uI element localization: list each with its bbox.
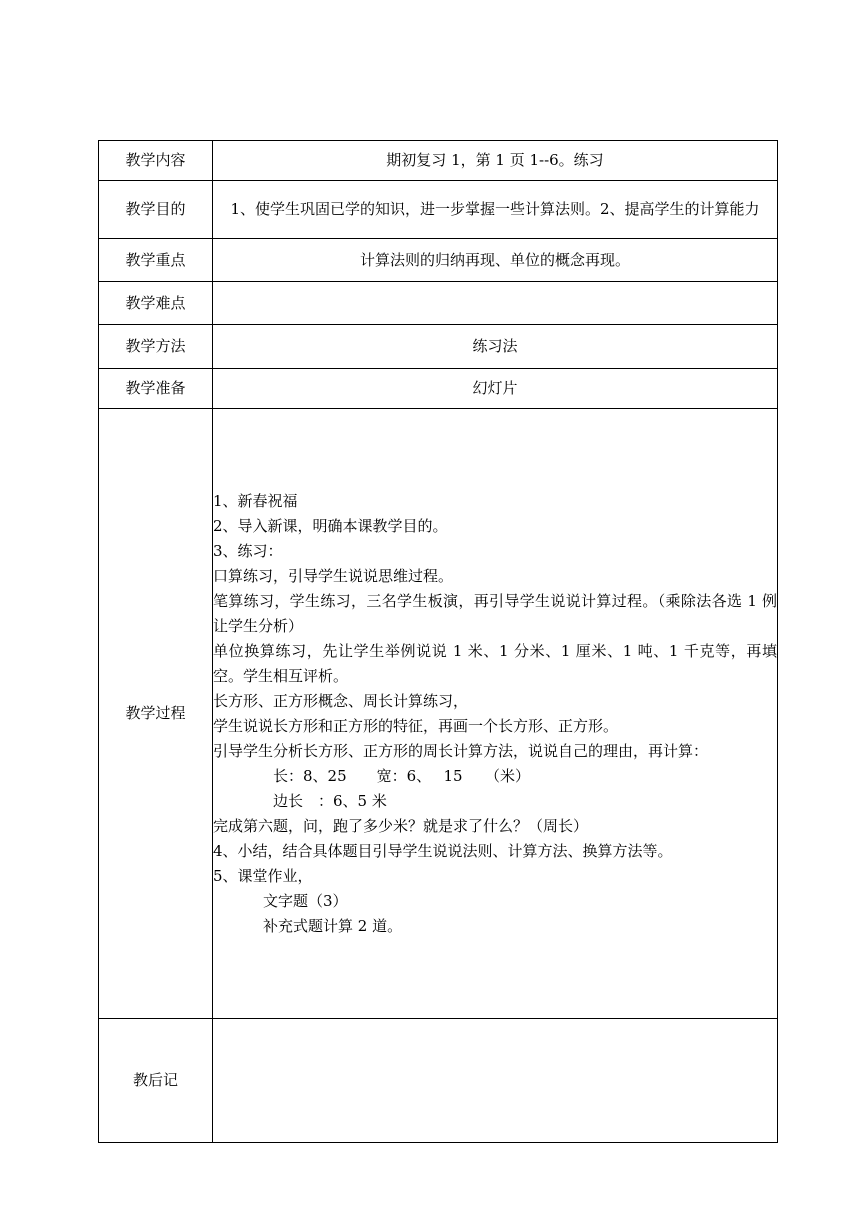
process-line: 学生说说长方形和正方形的特征，再画一个长方形、正方形。 — [213, 716, 619, 735]
process-line: 单位换算练习，先让学生举例说说 1 米、1 分米、1 厘米、1 吨、1 千克等，再填空。学生相互评析。 — [213, 641, 777, 685]
process-line: 边长 ：6、5 米 — [273, 791, 387, 810]
process-line: 2、导入新课，明确本课教学目的。 — [213, 516, 448, 535]
process-line: 3、练习： — [213, 541, 283, 560]
row-label-content: 教学内容 — [99, 141, 213, 181]
process-line: 口算练习，引导学生说说思维过程。 — [213, 566, 454, 585]
process-line: 1、新春祝福 — [213, 491, 298, 510]
row-label-focus: 教学重点 — [99, 239, 213, 282]
lesson-plan-table — [98, 140, 778, 1143]
row-value-difficulty — [213, 282, 778, 325]
process-line: 补充式题计算 2 道。 — [263, 916, 403, 935]
process-line: 4、小结，结合具体题目引导学生说说法则、计算方法、换算方法等。 — [213, 841, 673, 860]
row-value-objective: 1、使学生巩固已学的知识，进一步掌握一些计算法则。2、提高学生的计算能力 — [213, 181, 778, 239]
table-row — [99, 325, 778, 369]
process-line: 5、课堂作业， — [213, 866, 313, 885]
row-value-content: 期初复习 1，第 1 页 1--6。练习 — [213, 141, 778, 181]
process-line: 笔算练习，学生练习，三名学生板演，再引导学生说说计算过程。（乘除法各选 1 例让学生分析） — [213, 591, 777, 635]
table-row — [99, 369, 778, 409]
row-label-afterword: 教后记 — [99, 1019, 213, 1143]
row-value-focus: 计算法则的归纳再现、单位的概念再现。 — [213, 239, 778, 282]
process-line: 长：8、25 宽：6、 15 （米） — [273, 766, 531, 785]
table-row — [99, 1019, 778, 1143]
table-row — [99, 409, 778, 1019]
row-value-preparation: 幻灯片 — [213, 369, 778, 409]
row-label-process: 教学过程 — [99, 409, 213, 1019]
process-line: 文字题（3） — [263, 891, 348, 910]
table-row — [99, 181, 778, 239]
process-line: 完成第六题，问，跑了多少米？就是求了什么？（周长） — [213, 816, 589, 835]
table-row — [99, 239, 778, 282]
row-label-objective: 教学目的 — [99, 181, 213, 239]
afterword-content — [213, 1019, 778, 1143]
row-value-method: 练习法 — [213, 325, 778, 369]
row-label-method: 教学方法 — [99, 325, 213, 369]
row-label-difficulty: 教学难点 — [99, 282, 213, 325]
process-content — [213, 409, 778, 1019]
table-row — [99, 141, 778, 181]
row-label-preparation: 教学准备 — [99, 369, 213, 409]
process-line: 长方形、正方形概念、周长计算练习， — [213, 691, 469, 710]
process-line: 引导学生分析长方形、正方形的周长计算方法，说说自己的理由，再计算： — [213, 741, 709, 760]
table-row — [99, 282, 778, 325]
